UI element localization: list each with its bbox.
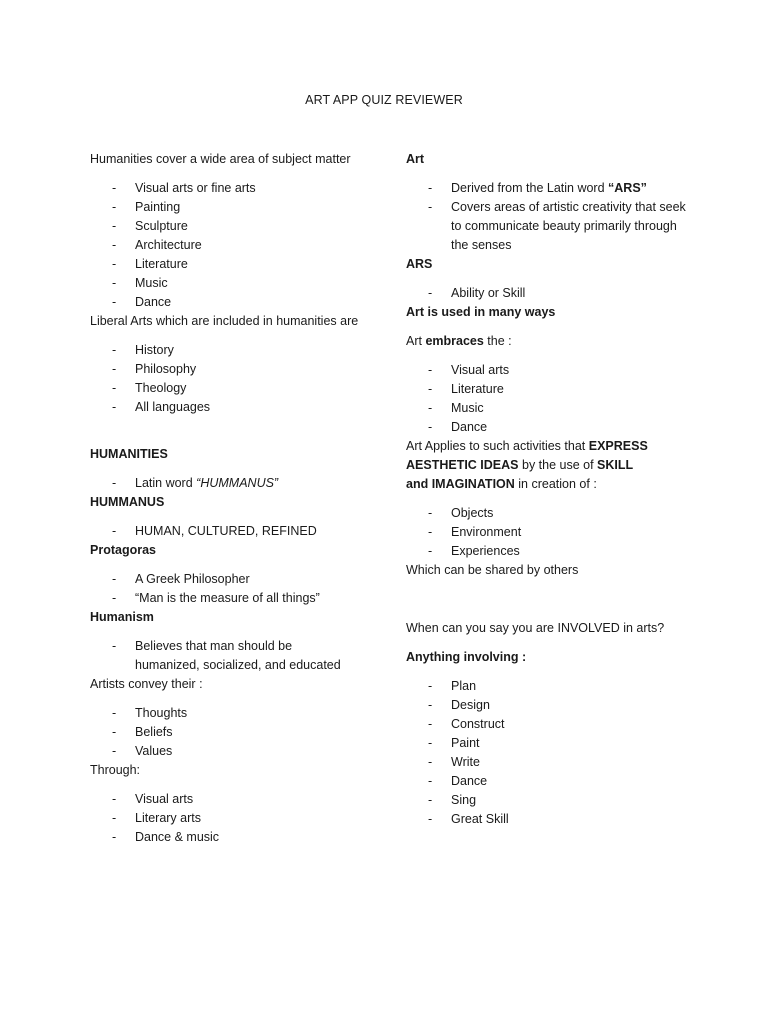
humanities-heading: HUMANITIES [90,447,168,461]
list-item: - Visual arts [406,361,696,380]
artists-intro: Artists convey their : [90,677,203,691]
list-item: - Dance [406,418,696,437]
list-item: - Write [406,753,696,772]
shared-text: Which can be shared by others [406,563,579,577]
list-item: - Beliefs [90,723,375,742]
list-item: - Latin word “HUMMANUS” [90,474,375,493]
liberal-arts-intro: Liberal Arts which are included in humanities are [90,314,359,328]
art-used-heading: Art is used in many ways [406,305,556,319]
ars-word: “ARS” [608,181,647,195]
list-item: - Literature [90,255,375,274]
list-item: - History [90,341,375,360]
latin-word: “HUMMANUS” [196,476,279,490]
list-item: - “Man is the measure of all things” [90,589,375,608]
humanities-subjects-list [90,179,375,312]
list-item: - Dance & music [90,828,375,847]
list-item: - Music [90,274,375,293]
list-item: - A Greek Philosopher [90,570,375,589]
involving-list [406,677,696,829]
list-item: - Sing [406,791,696,810]
protagoras-list [90,570,375,608]
art-embraces-list [406,361,696,437]
art-applies-paragraph: Art Applies to such activities that EXPRESS AESTHETIC IDEAS by the use of SKILL and IMAGINATION in creation of : [406,439,648,491]
list-item: - Objects [406,504,696,523]
involved-question: When can you say you are INVOLVED in arts? [406,621,665,635]
artists-list [90,704,375,761]
list-item: - All languages [90,398,375,417]
list-item: - Visual arts or fine arts [90,179,375,198]
list-item: - Literary arts [90,809,375,828]
humanism-heading: Humanism [90,610,154,624]
humanities-definition-list [90,474,375,493]
list-item: - Believes that man should be humanized, socialized, and educated [90,637,355,675]
list-item: - Sculpture [90,217,375,236]
through-list [90,790,375,847]
document-title: ART APP QUIZ REVIEWER [305,93,463,107]
list-item: - Values [90,742,375,761]
involving-heading: Anything involving : [406,650,527,664]
left-column [90,150,375,847]
list-item: - Derived from the Latin word “ARS” [406,179,686,198]
list-item: - Visual arts [90,790,375,809]
list-item: - Experiences [406,542,696,561]
hummanus-list [90,522,375,541]
art-definition-list [406,179,686,255]
list-item: - Music [406,399,696,418]
hummanus-heading: HUMMANUS [90,495,165,509]
list-item: - Architecture [90,236,375,255]
humanism-list [90,637,355,675]
art-applies-list [406,504,696,561]
list-item: - Theology [90,379,375,398]
through-intro: Through: [90,763,141,777]
ars-list [406,284,696,303]
liberal-arts-list [90,341,375,417]
list-item: - Dance [406,772,696,791]
list-item: - Plan [406,677,696,696]
list-item: - Ability or Skill [406,284,696,303]
list-item: - Thoughts [90,704,375,723]
art-heading: Art [406,152,425,166]
list-item: - Environment [406,523,696,542]
list-item: - Design [406,696,696,715]
list-item: - Great Skill [406,810,696,829]
list-item: - Paint [406,734,696,753]
list-item: - Construct [406,715,696,734]
protagoras-heading: Protagoras [90,543,156,557]
list-item: - Literature [406,380,696,399]
list-item: - Philosophy [90,360,375,379]
right-column [406,150,696,829]
art-embraces-line: Art embraces the : [406,334,512,348]
list-item: - Painting [90,198,375,217]
list-item: - Dance [90,293,375,312]
humanities-intro: Humanities cover a wide area of subject matter [90,152,351,166]
list-item: - HUMAN, CULTURED, REFINED [90,522,375,541]
ars-heading: ARS [406,257,433,271]
list-item: - Covers areas of artistic creativity that seek to communicate beauty primarily through the senses [406,198,686,255]
